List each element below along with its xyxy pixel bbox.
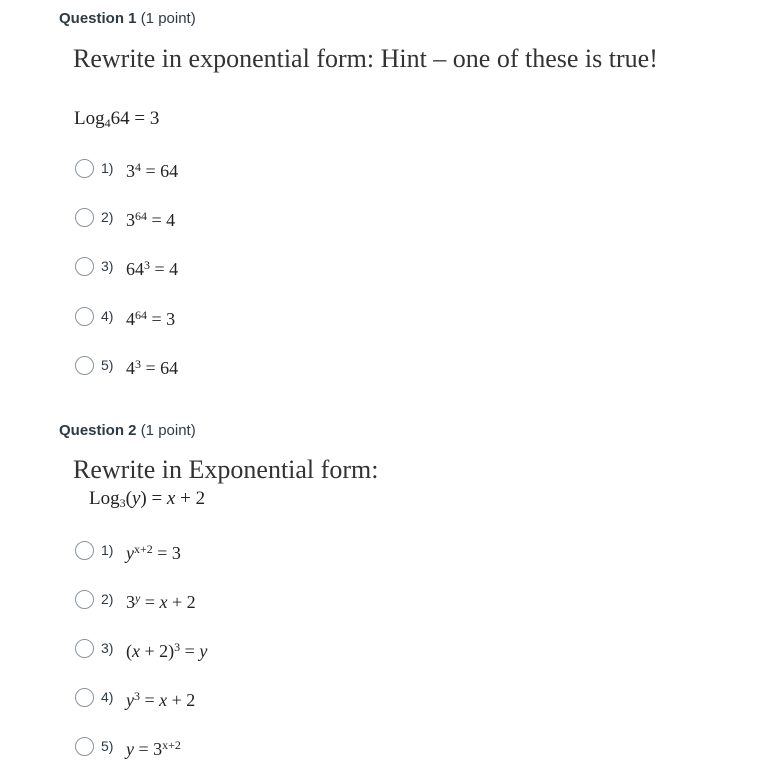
answer-option-2[interactable] <box>73 586 196 612</box>
question-points: (1 point) <box>140 10 196 27</box>
answer-number: 3) <box>101 640 114 656</box>
answer-number: 3) <box>101 258 114 274</box>
answer-option-3[interactable] <box>73 635 207 661</box>
answer-text: $64^3 = 4$ <box>126 257 179 279</box>
question-points: (1 point) <box>140 422 196 439</box>
answer-number: 2) <box>101 209 114 225</box>
answer-text: $y = 3^{x+2}$ <box>126 737 181 759</box>
log-expression: Log$_3$(y) = x + 2 <box>89 488 206 510</box>
answer-option-4[interactable] <box>73 684 195 710</box>
answer-text: $3^4 = 64$ <box>126 159 179 181</box>
radio-button[interactable] <box>75 257 94 276</box>
answer-text: $4^{64} = 3$ <box>126 307 176 329</box>
log-argument: 64 = 3 <box>110 108 160 129</box>
question-prompt: Rewrite in exponential form: Hint – one of these is true! <box>73 44 658 73</box>
radio-button[interactable] <box>75 356 94 375</box>
log-prefix: Log <box>74 108 105 129</box>
answer-number: 4) <box>101 308 114 324</box>
answer-option-4[interactable] <box>73 303 175 329</box>
radio-button[interactable] <box>75 639 94 658</box>
answer-number: 5) <box>101 357 114 373</box>
answer-number: 5) <box>101 738 114 754</box>
radio-button[interactable] <box>75 159 94 178</box>
answer-option-3[interactable] <box>73 253 178 279</box>
radio-button[interactable] <box>75 688 94 707</box>
radio-button[interactable] <box>75 307 94 326</box>
answer-option-5[interactable] <box>73 352 178 378</box>
answer-text: $(x + 2)^3 = y$ <box>126 639 208 661</box>
question-prompt: Rewrite in Exponential form: <box>73 455 379 484</box>
radio-button[interactable] <box>75 737 94 756</box>
answer-number: 2) <box>101 591 114 607</box>
answer-text: $3^{64} = 4$ <box>126 208 176 230</box>
answer-option-2[interactable] <box>73 204 175 230</box>
question-number: Question 1 <box>59 10 137 27</box>
answer-number: 4) <box>101 689 114 705</box>
radio-button[interactable] <box>75 208 94 227</box>
radio-button[interactable] <box>75 590 94 609</box>
answer-text: $4^3 = 64$ <box>126 356 179 378</box>
question-number: Question 2 <box>59 422 137 439</box>
answer-text: $y^{x+2} = 3$ <box>126 541 181 563</box>
radio-button[interactable] <box>75 541 94 560</box>
log-expression <box>74 108 159 130</box>
answer-option-1[interactable] <box>73 155 178 181</box>
answer-option-1[interactable] <box>73 537 181 563</box>
answer-number: 1) <box>101 160 114 176</box>
question-1-header <box>59 10 196 27</box>
answer-text: $y^3 = x + 2$ <box>126 688 196 710</box>
log-base: 4 <box>104 116 111 130</box>
answer-option-5[interactable] <box>73 733 181 759</box>
answer-text: $3^y = x + 2$ <box>126 590 196 612</box>
question-2-header <box>59 422 196 439</box>
answer-number: 1) <box>101 542 114 558</box>
